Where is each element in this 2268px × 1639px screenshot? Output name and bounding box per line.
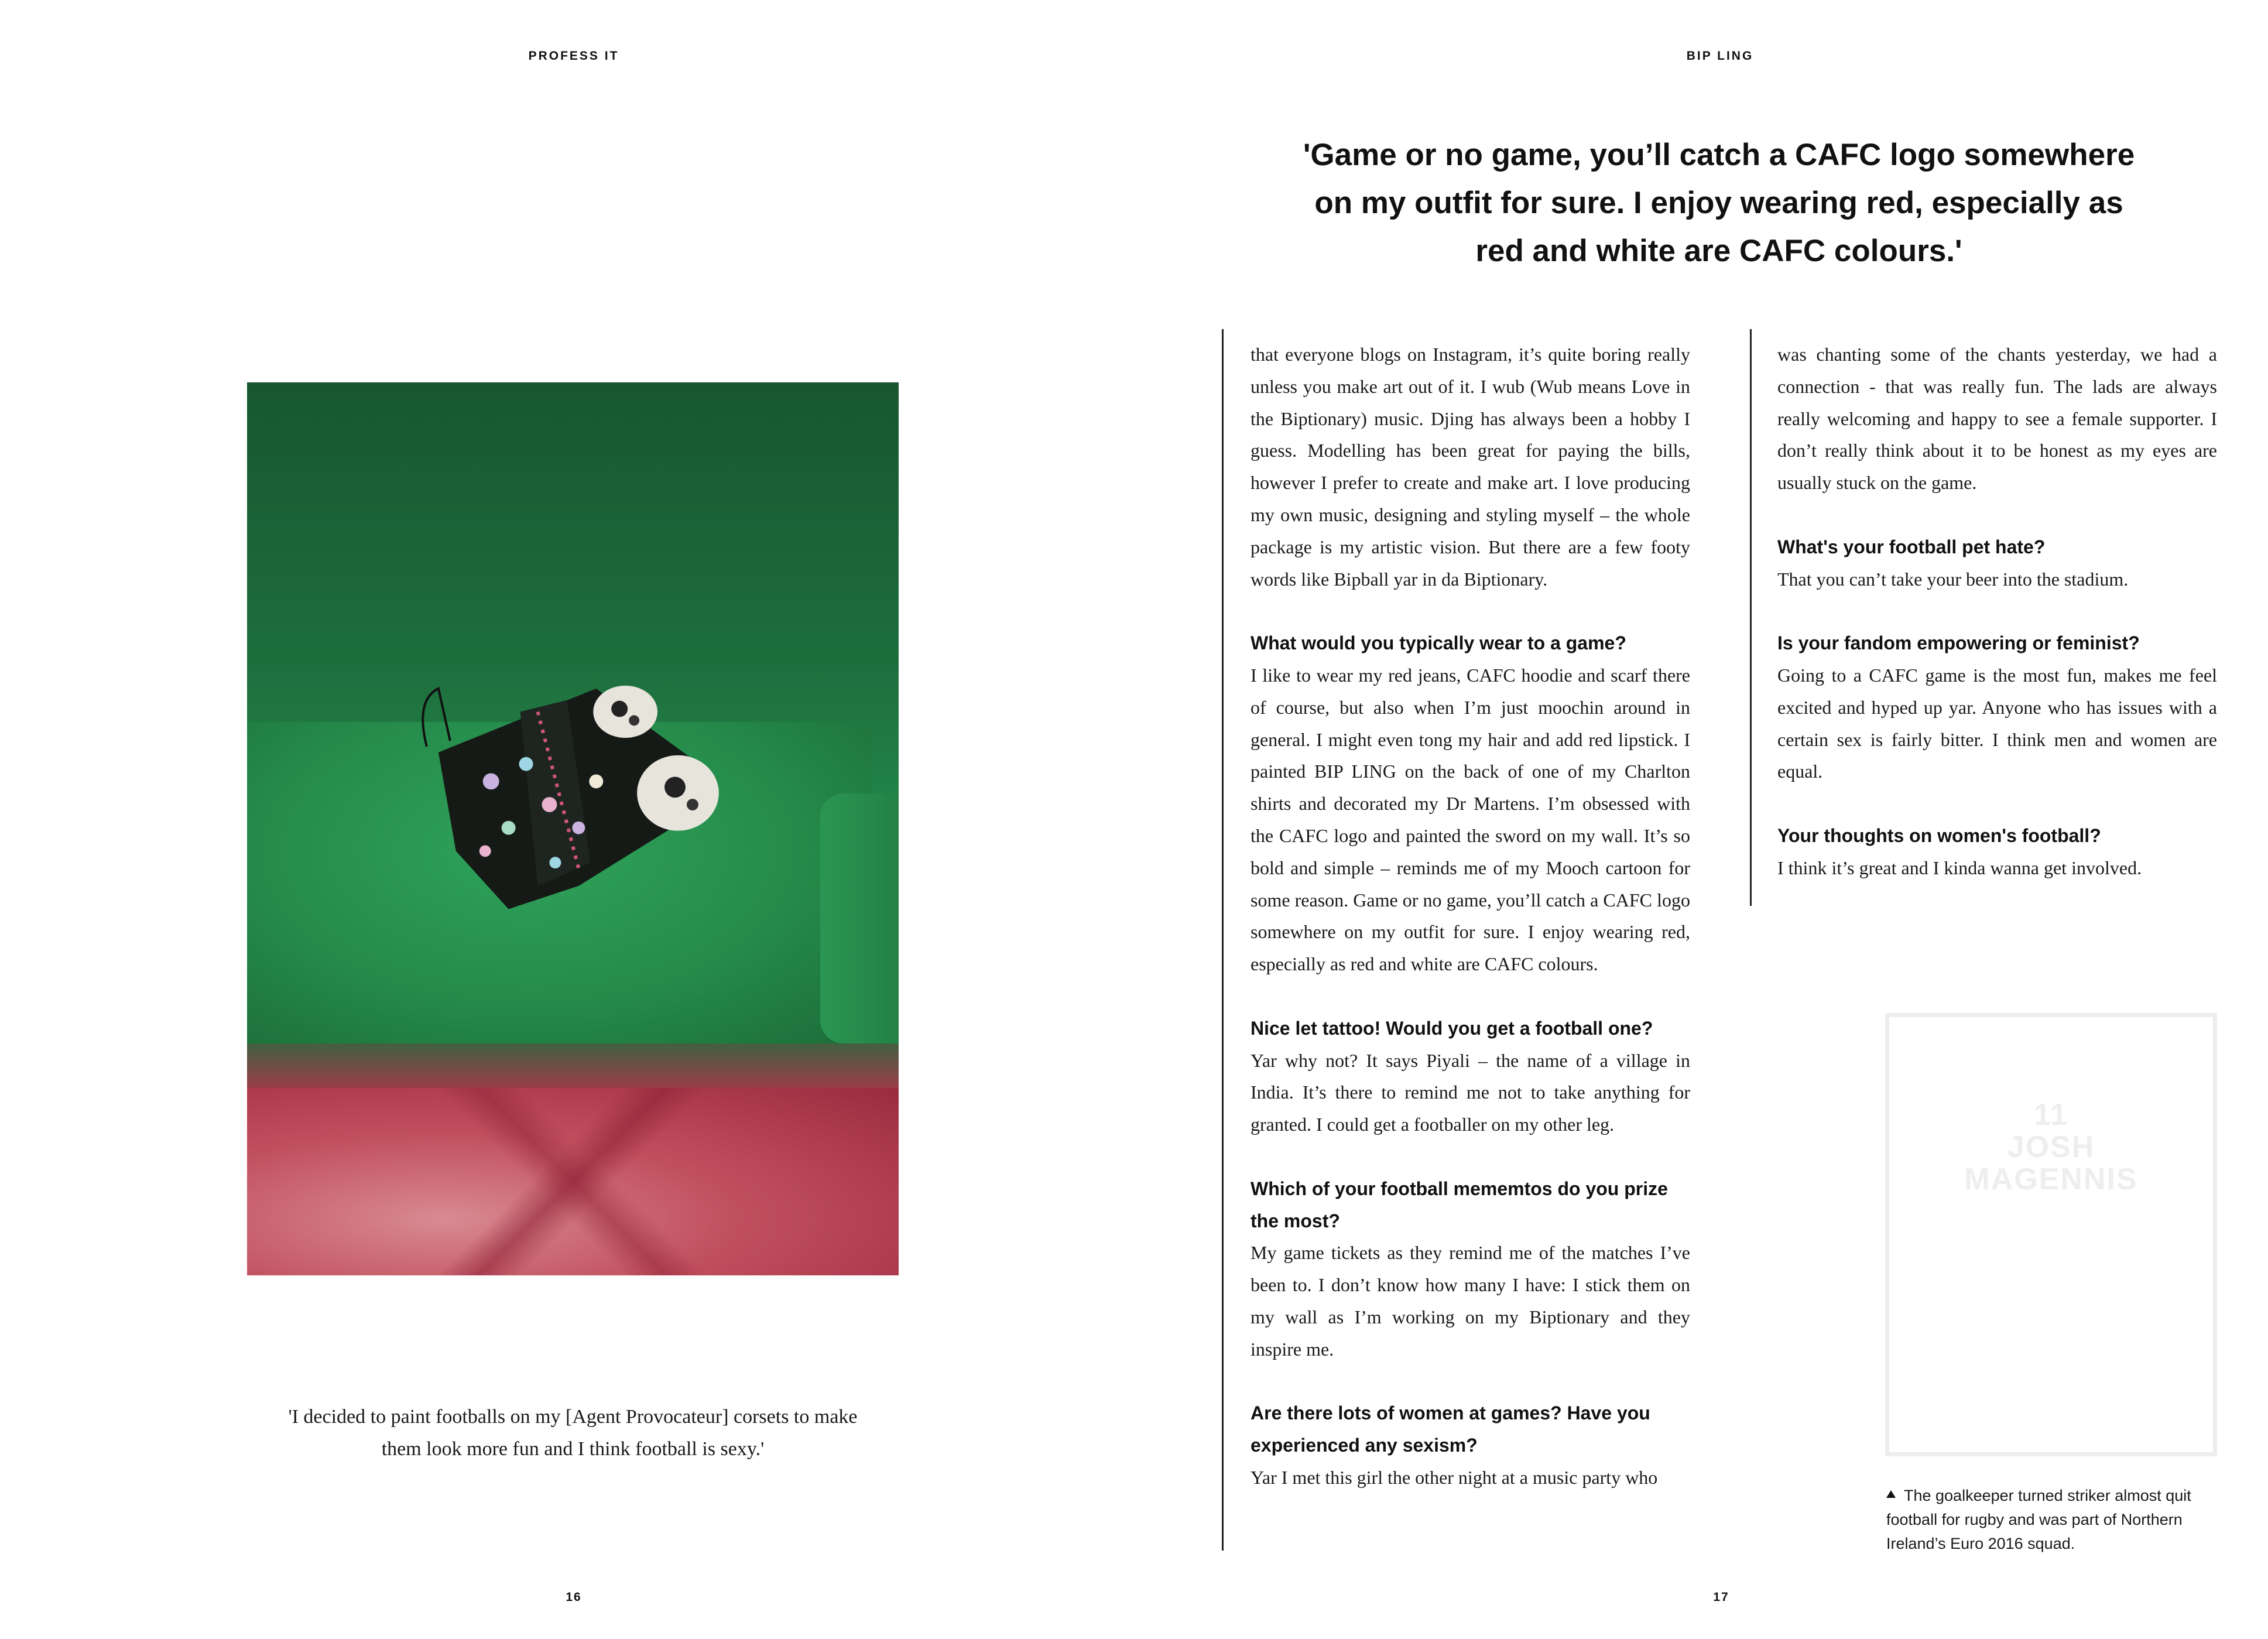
interview-question: What's your football pet hate?	[1777, 536, 2046, 557]
sofa-cushion	[820, 793, 899, 1043]
interview-answer: That you can’t take your beer into the stadium.	[1777, 568, 2129, 590]
pull-quote-right-line-2: on my outfit for sure. I enjoy wearing red, especially as	[1314, 186, 2123, 220]
pull-quote-right	[1286, 131, 2152, 275]
football-shirt-graphic	[1885, 1013, 2217, 1456]
interview-answer: Yar I met this girl the other night at a music party who	[1251, 1466, 1658, 1488]
interview-question: Is your fandom empowering or feminist?	[1777, 632, 2140, 654]
pull-quote-right-line-3: red and white are CAFC colours.'	[1475, 234, 1962, 268]
article-column-1	[1251, 338, 1690, 1494]
interview-question: What would you typically wear to a game?	[1251, 632, 1626, 654]
caption-text: The goalkeeper turned striker almost quit football for rugby and was part of Northern Ireland’s Euro 2016 squad.	[1886, 1487, 2191, 1552]
interview-answer: Yar why not? It says Piyali – the name of a village in India. It’s there to remind me not to take anything for granted. I could get a footballer on my other leg.	[1251, 1049, 1690, 1135]
interview-question: Are there lots of women at games? Have you experienced any sexism?	[1251, 1402, 1650, 1456]
interview-question: Your thoughts on women's football?	[1777, 824, 2101, 846]
caption-triangle-icon	[1886, 1490, 1896, 1498]
body-paragraph: was chanting some of the chants yesterday, we had a connection - that was really fun. The lads are always really welcoming and happy to see a female supporter. I don’t really think about it to be honest as my eyes are usually stuck on the game.	[1777, 344, 2217, 494]
page-number-right: 17	[1713, 1590, 1729, 1604]
corset-on-sofa-photo	[247, 382, 899, 1275]
pull-quote-left	[258, 1401, 888, 1465]
interview-answer: My game tickets as they remind me of the matches I’ve been to. I don’t know how many I have: I stick them on my wall as I’m working on my Biptionary and they inspire me.	[1251, 1242, 1690, 1360]
photo-caption	[1886, 1484, 2214, 1556]
shirt-lettering	[1889, 1099, 2213, 1196]
interview-answer: I like to wear my red jeans, CAFC hoodie and scarf there of course, but also when I’m just moochin around in general. I might even tong my hair and add red lipstick. I painted BIP LING on the back of one of my Charlton shirts and decorated my Dr Martens. I’m obsessed with the CAFC logo and painted the sword on my wall. It’s so bold and simple – reminds me of my Mooch cartoon for some reason. Game or no game, you’ll catch a CAFC logo somewhere on my outfit for sure. I enjoy wearing red, especially as red and white are CAFC colours.	[1251, 664, 1690, 975]
shirt-last-name: MAGENNIS	[1964, 1162, 2138, 1196]
column-rule-1	[1222, 329, 1224, 1551]
interview-question: Nice let tattoo! Would you get a football one?	[1251, 1017, 1653, 1039]
article-column-2	[1777, 338, 2217, 884]
pull-quote-right-line-1: 'Game or no game, you’ll catch a CAFC logo somewhere	[1303, 138, 2135, 172]
interview-answer: Going to a CAFC game is the most fun, makes me feel excited and hyped up yar. Anyone who has issues with a certain sex is fairly bitter. I think men and women are equal.	[1777, 664, 2217, 782]
pull-quote-left-line-1: 'I decided to paint footballs on my [Agent Provocateur] corsets to make	[288, 1406, 858, 1428]
running-header-left: PROFESS IT	[528, 49, 619, 63]
body-paragraph: that everyone blogs on Instagram, it’s quite boring really unless you make art out of it. I wub (Wub means Love in the Biptionary) music. Djing has always been a hobby I guess. Modelling has been great for paying the bills, however I prefer to create and make art. I love producing my own music, designing and styling myself – the whole package is my artistic vision. But there are a few footy words like Bipball yar in da Biptionary.	[1251, 344, 1690, 590]
red-rug	[247, 1088, 899, 1275]
page-number-left: 16	[566, 1590, 582, 1604]
interview-question: Which of your football mememtos do you prize the most?	[1251, 1178, 1668, 1231]
corset-illustration	[403, 677, 742, 909]
shirt-number: 11	[2034, 1098, 2068, 1132]
running-header-right: BIP LING	[1686, 49, 1754, 63]
interview-answer: I think it’s great and I kinda wanna get involved.	[1777, 857, 2142, 878]
shirt-first-name: JOSH	[2007, 1130, 2095, 1164]
column-rule-2	[1750, 329, 1752, 906]
pull-quote-left-line-2: them look more fun and I think football is sexy.'	[381, 1438, 765, 1460]
